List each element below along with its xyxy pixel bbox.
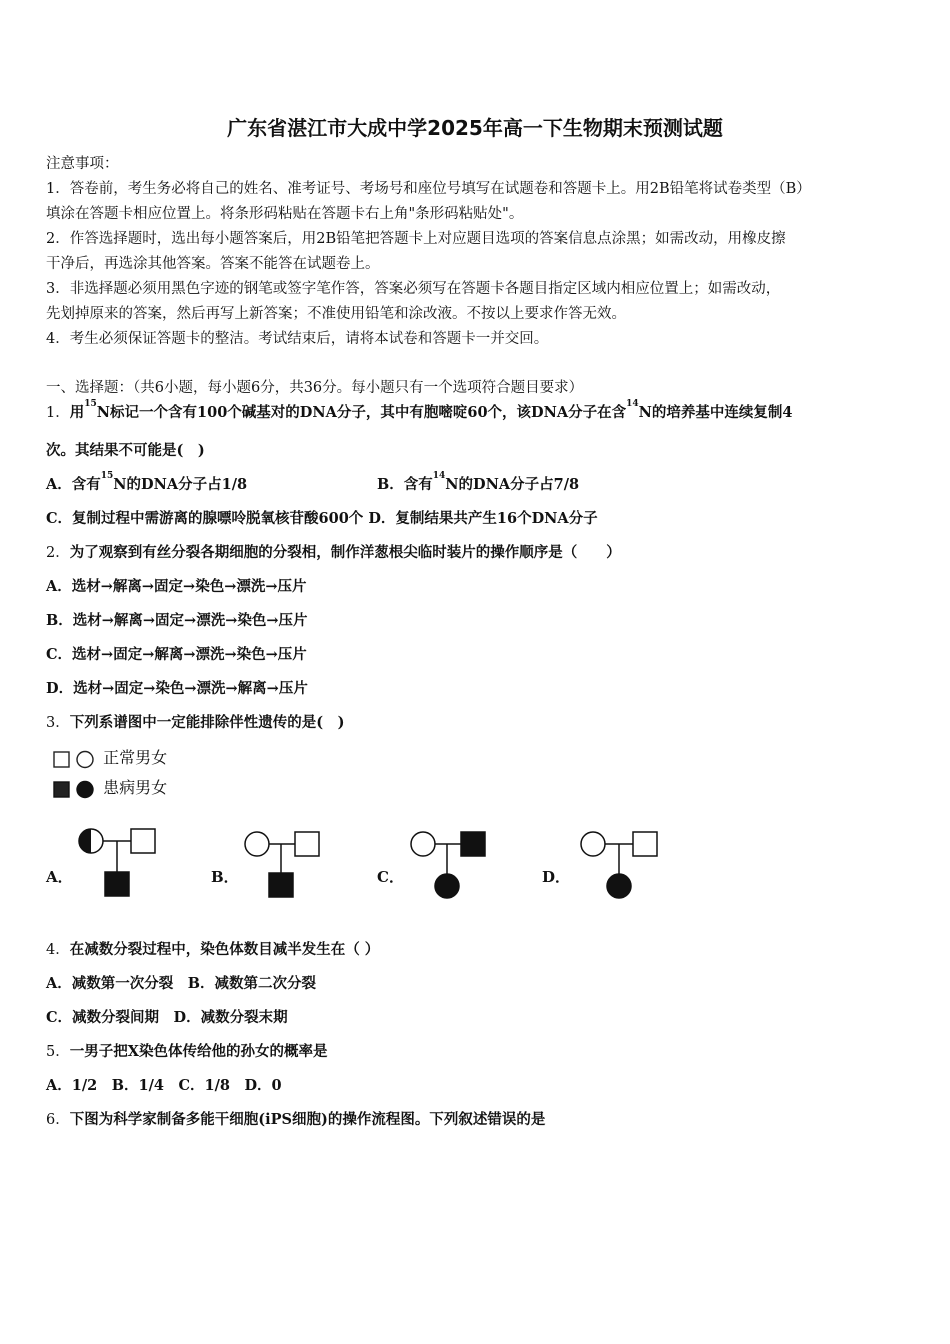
- q1-option-a-text: A．含有: [46, 476, 101, 493]
- pedigree-d-father: [633, 832, 657, 856]
- notice-line-7: 4．考生必须保证答题卡的整洁。考试结束后，请将本试卷和答题卡一并交回。: [46, 331, 549, 347]
- notice-line-5: 3．非选择题必须用黑色字迹的钢笔或签字笔作答，答案必须写在答题卡各题目指定区域内相应位置上；如需改动，: [46, 281, 781, 297]
- pedigree-a: [74, 824, 164, 900]
- legend-normal: [52, 745, 167, 769]
- question-4-stem: [46, 938, 379, 959]
- notice-line-4: 干净后，再选涂其他答案。答案不能答在试题卷上。: [46, 256, 380, 272]
- q1-option-a[interactable]: [46, 473, 247, 494]
- q2-option-a[interactable]: A．选材→解离→固定→染色→漂洗→压片: [46, 578, 307, 595]
- question-number: 2．: [46, 545, 70, 561]
- legend-affected-label: 患病男女: [103, 778, 168, 797]
- q4-option-cd[interactable]: C．减数分裂间期 D．减数分裂末期: [46, 1009, 288, 1026]
- q3-option-a-label[interactable]: A．: [46, 868, 73, 886]
- q3-option-d-label[interactable]: D．: [542, 868, 571, 886]
- q3-option-b-label[interactable]: B．: [211, 868, 239, 886]
- q1-text-part3: N的培养基中连续复制4: [638, 404, 793, 421]
- pedigree-d-daughter: [607, 874, 631, 898]
- normal-symbols-icon: [52, 749, 98, 769]
- q1-option-a-text2: N的DNA分子占1/8: [113, 476, 248, 493]
- pedigree-d-mother: [581, 832, 605, 856]
- q3-stem-text: 下列系谱图中一定能排除伴性遗传的是( ): [69, 714, 345, 731]
- question-6-stem: [46, 1108, 545, 1129]
- question-number: 3．: [46, 715, 70, 731]
- section-heading: 一、选择题：（共6小题，每小题6分，共36分。每小题只有一个选项符合题目要求）: [46, 380, 584, 396]
- q1-option-a-sup: 15: [100, 471, 114, 481]
- q5-stem-text: 一男子把X染色体传给他的孙女的概率是: [69, 1043, 328, 1060]
- pedigree-c-daughter: [435, 874, 459, 898]
- q3-option-c-label[interactable]: C．: [377, 868, 404, 886]
- pedigree-d: [576, 824, 666, 900]
- legend-normal-label: 正常男女: [103, 748, 168, 767]
- pedigree-c-father: [461, 832, 485, 856]
- pedigree-b-son: [269, 873, 293, 897]
- notice-line-2: 填涂在答题卡相应位置上。将条形码粘贴在答题卡右上角"条形码粘贴处"。: [46, 206, 524, 222]
- page-title: 广东省湛江市大成中学2025年高一下生物期末预测试题: [227, 116, 723, 140]
- q1-text-part2: N标记一个含有100个碱基对的DNA分子，其中有胞嘧啶60个，该DNA分子在含: [96, 404, 627, 421]
- q4-option-ab[interactable]: A．减数第一次分裂 B．减数第二次分裂: [46, 975, 317, 992]
- q1-text-part1: 用: [69, 404, 85, 421]
- q1-option-cd[interactable]: C．复制过程中需游离的腺嘌呤脱氧核苷酸600个 D．复制结果共产生16个DNA分子: [46, 510, 598, 527]
- q1-option-b-text2: N的DNA分子占7/8: [445, 476, 580, 493]
- pedigree-c-mother: [411, 832, 435, 856]
- question-5-stem: [46, 1040, 327, 1061]
- pedigree-c: [406, 824, 496, 900]
- q1-option-b[interactable]: [377, 473, 579, 494]
- pedigree-a-father: [131, 829, 155, 853]
- affected-symbols-icon: [52, 779, 98, 799]
- q2-option-c[interactable]: C．选材→固定→解离→漂洗→染色→压片: [46, 646, 307, 663]
- notice-line-6: 先划掉原来的答案，然后再写上新答案；不准使用铅笔和涂改液。不按以上要求作答无效。: [46, 306, 626, 322]
- q5-options[interactable]: A．1/2 B．1/4 C．1/8 D．0: [46, 1077, 282, 1094]
- q4-stem-text: 在减数分裂过程中，染色体数目减半发生在（ ）: [69, 941, 380, 958]
- pedigree-b-mother: [245, 832, 269, 856]
- q2-option-d[interactable]: D．选材→固定→染色→漂洗→解离→压片: [46, 680, 308, 697]
- q1-sup-14: 14: [626, 399, 639, 409]
- question-3-stem: [46, 711, 344, 732]
- question-number: 4．: [46, 942, 70, 958]
- notice-line-3: 2．作答选择题时，选出每小题答案后，用2B铅笔把答题卡上对应题目选项的答案信息点涂黑；如需改动，用橡皮擦: [46, 231, 786, 247]
- q1-option-b-sup: 14: [432, 471, 446, 481]
- notice-line-1: 1．答卷前，考生务必将自己的姓名、准考证号、考场号和座位号填写在试题卷和答题卡上。用2B铅笔将试卷类型（B）: [46, 181, 811, 197]
- question-2-stem: [46, 541, 621, 562]
- notice-heading: 注意事项：: [46, 156, 119, 172]
- question-number: 5．: [46, 1044, 70, 1060]
- q6-stem-text: 下图为科学家制备多能干细胞(iPS细胞)的操作流程图。下列叙述错误的是: [69, 1111, 546, 1128]
- question-1-stem-line2: 次。其结果不可能是( ): [46, 442, 205, 459]
- q1-option-b-text: B．含有: [377, 476, 433, 493]
- question-1-stem: [46, 401, 793, 422]
- question-number: 6．: [46, 1112, 70, 1128]
- q2-stem-text: 为了观察到有丝分裂各期细胞的分裂相，制作洋葱根尖临时装片的操作顺序是（ ）: [69, 544, 621, 561]
- pedigree-a-son: [105, 872, 129, 896]
- pedigree-b: [240, 824, 330, 900]
- question-number: 1．: [46, 405, 70, 421]
- pedigree-b-father: [295, 832, 319, 856]
- legend-affected: [52, 775, 167, 799]
- q1-sup-15: 15: [84, 399, 97, 409]
- q2-option-b[interactable]: B．选材→解离→固定→漂洗→染色→压片: [46, 612, 308, 629]
